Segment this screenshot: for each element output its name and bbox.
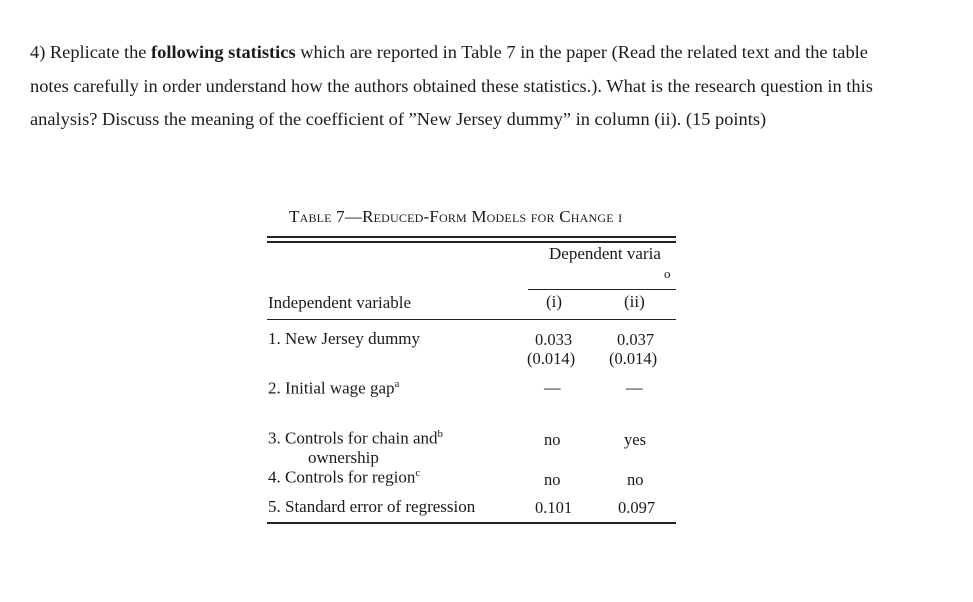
row-2-footnote-mark: a	[394, 378, 400, 390]
question-part-1: 4) Replicate the	[30, 42, 152, 62]
table-top-rule-2	[267, 241, 676, 243]
row-3-col-ii: yes	[624, 430, 646, 449]
row-4-col-i: no	[544, 470, 561, 489]
table-7-image	[267, 202, 676, 532]
row-5-col-ii: 0.097	[618, 498, 656, 517]
independent-variable-header: Independent variable	[268, 293, 412, 312]
row-4-col-ii: no	[627, 470, 644, 489]
row-4-footnote-mark: c	[415, 467, 421, 479]
row-5-col-i: 0.101	[535, 498, 573, 517]
column-header-rule	[528, 289, 676, 290]
question-bold-phrase: following statistics	[151, 42, 296, 62]
header-bottom-rule	[267, 319, 676, 320]
row-4-label: 4. Controls for region$^c$	[268, 467, 421, 487]
table-title: Table 7—Reduced-Form Models for Change i	[289, 207, 623, 226]
dependent-variable-header: Dependent varia	[549, 244, 661, 263]
row-1-col-i-coef: 0.033	[535, 330, 573, 349]
row-2-col-ii: —	[626, 378, 643, 397]
row-3-col-i: no	[544, 430, 561, 449]
table-top-rule-1	[267, 236, 676, 238]
question-part-3: which are reported in Table 7 in the paper (Read the related text and the table notes carefully in order understand how the authors obtained these statistics.). What is the research question in this analysis? Discuss the meaning of the coefficient of ”New Jersey dummy” in column (ii). (15 points)	[30, 42, 873, 129]
row-1-col-ii-coef: 0.037	[617, 330, 655, 349]
table-bottom-rule	[267, 522, 676, 524]
row-2-col-i: —	[544, 378, 561, 397]
dependent-variable-header-cut: o	[664, 266, 671, 281]
column-i-header: (i)	[546, 292, 563, 311]
row-2-label: 2. Initial wage gap$^a$	[268, 378, 400, 398]
column-ii-header: (ii)	[624, 292, 645, 311]
row-1-label: 1. New Jersey dummy	[268, 329, 421, 348]
row-1-col-ii-se: (0.014)	[609, 349, 658, 368]
row-3-label-continuation: ownership	[308, 448, 379, 467]
question-text	[30, 36, 910, 137]
row-3-footnote-mark: b	[437, 428, 443, 440]
row-3-label: 3. Controls for chain and$^b$	[268, 428, 443, 448]
row-5-label: 5. Standard error of regression	[268, 497, 476, 516]
row-1-col-i-se: (0.014)	[527, 349, 576, 368]
